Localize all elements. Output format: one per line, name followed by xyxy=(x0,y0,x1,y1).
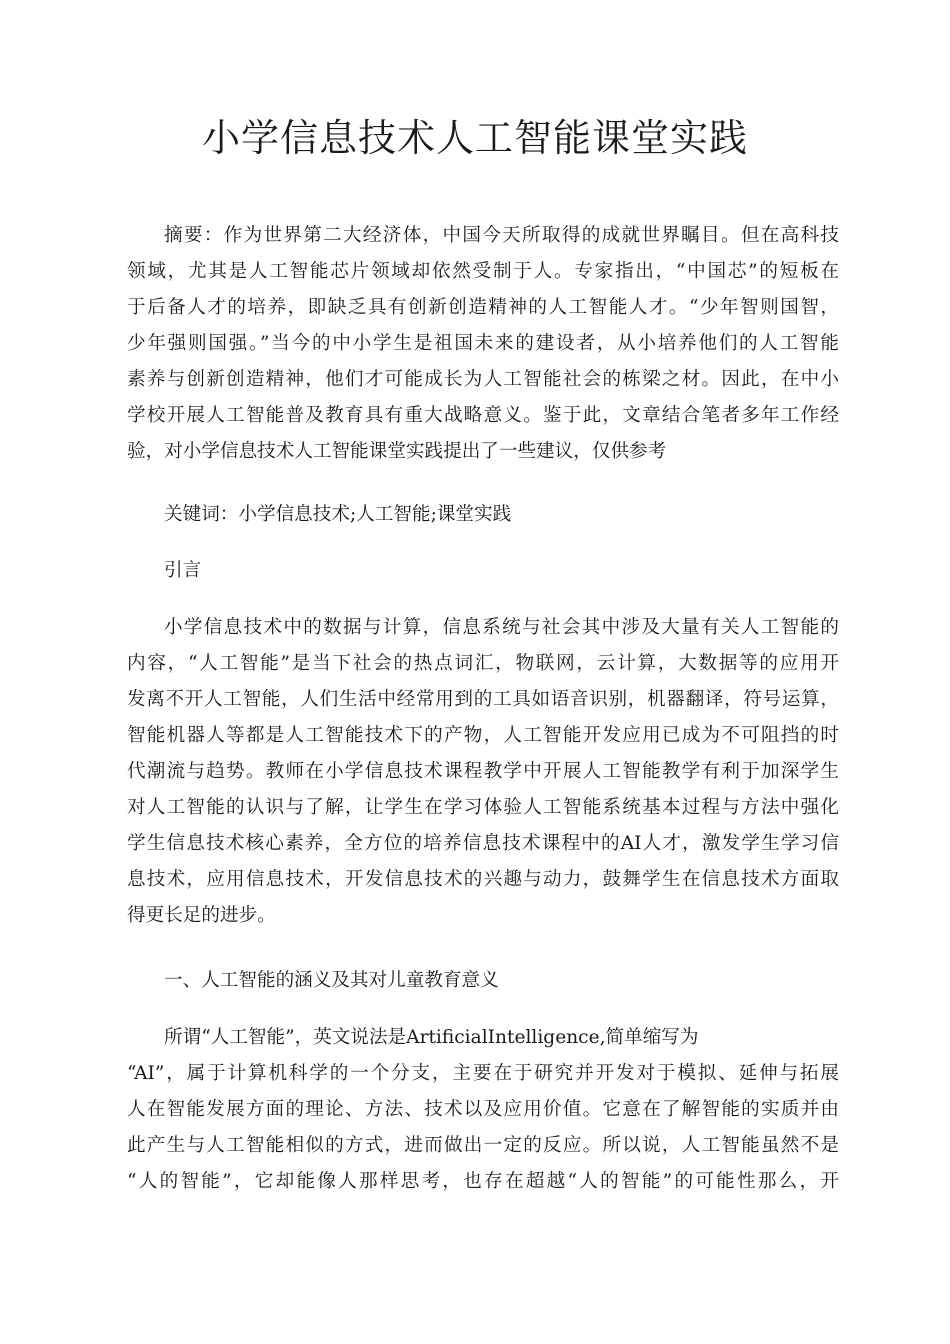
section1-line: 此产生与人工智能相似的方式，进而做出一定的反应。所以说，人工智能虽然不是 xyxy=(127,1135,839,1156)
abstract-line: 摘要：作为世界第二大经济体，中国今天所取得的成就世界瞩目。但在高科技 xyxy=(164,225,839,246)
section1-line: “AI”，属于计算机科学的一个分支，主要在于研究并开发对于模拟、延伸与拓展 xyxy=(127,1063,839,1084)
abstract-line: 验，对小学信息技术人工智能课堂实践提出了一些建议，仅供参考 xyxy=(127,441,667,462)
abstract-line: 学校开展人工智能普及教育具有重大战略意义。鉴于此，文章结合笔者多年工作经 xyxy=(127,405,839,426)
section1-heading: 一、人工智能的涵义及其对儿童教育意义 xyxy=(164,970,499,991)
intro-line: 得更长足的进步。 xyxy=(127,905,276,926)
abstract-line: 于后备人才的培养，即缺乏具有创新创造精神的人工智能人才。“少年智则国智， xyxy=(127,297,839,318)
intro-line: 息技术，应用信息技术，开发信息技术的兴趣与动力，鼓舞学生在信息技术方面取 xyxy=(127,869,839,890)
keywords-line: 关键词：小学信息技术;人工智能;课堂实践 xyxy=(164,504,512,525)
intro-line: 代潮流与趋势。教师在小学信息技术课程教学中开展人工智能教学有利于加深学生 xyxy=(127,761,839,782)
intro-line: 小学信息技术中的数据与计算，信息系统与社会其中涉及大量有关人工智能的 xyxy=(164,617,839,638)
abstract-line: 少年强则国强。”当今的中小学生是祖国未来的建设者，从小培养他们的人工智能 xyxy=(127,333,839,354)
intro-line: 智能机器人等都是人工智能技术下的产物，人工智能开发应用已成为不可阻挡的时 xyxy=(127,725,839,746)
intro-line: 对人工智能的认识与了解，让学生在学习体验人工智能系统基本过程与方法中强化 xyxy=(127,797,839,818)
section1-paragraph xyxy=(127,1020,839,1200)
abstract-paragraph xyxy=(127,218,839,470)
section1-line: 所谓“人工智能”，英文说法是ArtificialIntelligence,简单缩写为 xyxy=(164,1027,699,1048)
intro-paragraph xyxy=(127,610,839,934)
intro-line: 学生信息技术核心素养，全方位的培养信息技术课程中的AI人才，激发学生学习信 xyxy=(127,833,839,854)
intro-line: 发离不开人工智能，人们生活中经常用到的工具如语音识别，机器翻译，符号运算， xyxy=(127,689,839,710)
document-title: 小学信息技术人工智能课堂实践 xyxy=(201,116,748,160)
abstract-line: 领域，尤其是人工智能芯片领域却依然受制于人。专家指出，“中国芯”的短板在 xyxy=(127,261,839,282)
section1-line: 人在智能发展方面的理论、方法、技术以及应用价值。它意在了解智能的实质并由 xyxy=(127,1099,839,1120)
section1-line: “人的智能”，它却能像人那样思考，也存在超越“人的智能”的可能性那么，开 xyxy=(127,1171,839,1192)
abstract-line: 素养与创新创造精神，他们才可能成长为人工智能社会的栋梁之材。因此，在中小 xyxy=(127,369,839,390)
intro-line: 内容，“人工智能”是当下社会的热点词汇，物联网，云计算，大数据等的应用开 xyxy=(127,653,839,674)
intro-heading: 引言 xyxy=(164,560,202,581)
